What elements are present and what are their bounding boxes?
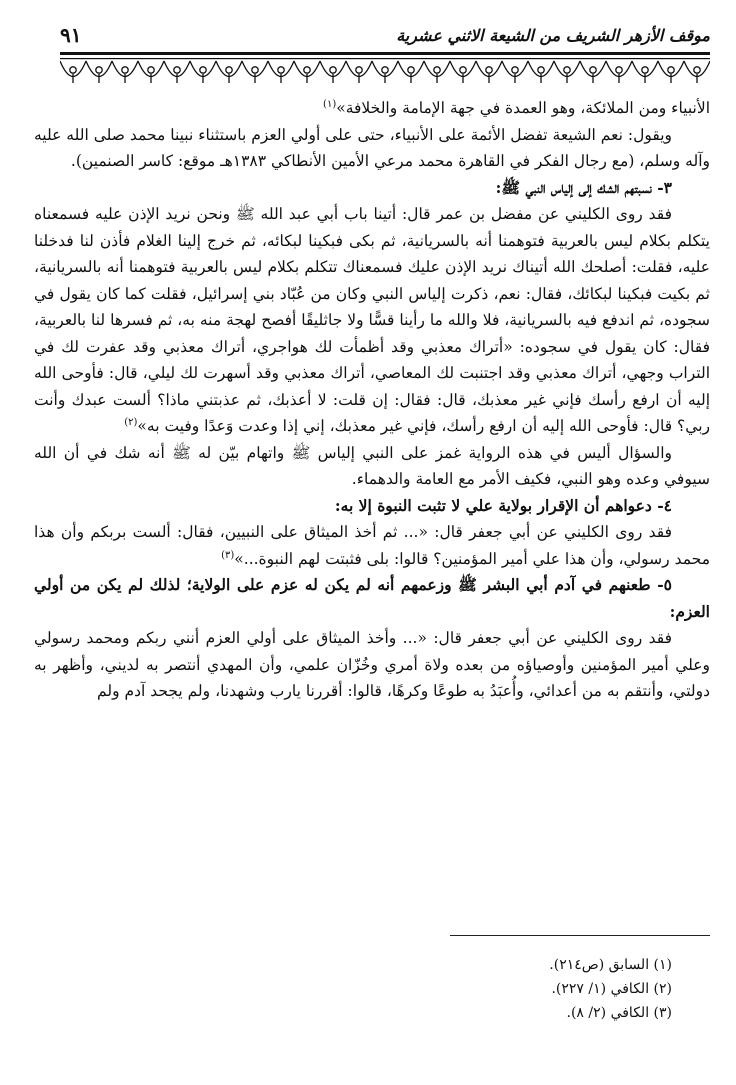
header-ornament xyxy=(60,50,710,95)
paragraph: فقد روى الكليني عن مفضل بن عمر قال: أتينا باب أبي عبد الله ﷺ ونحن نريد الإذن عليه فسمعناه يتكلم بكلام ليس بالعربية فتوهمنا أنه بالسريانية، ثم بكى فبكينا لبكائه، ثم خرج إلينا الغلام فأذن لنا فدخلنا عليه، فقلت: أصلحك الله أتيناك نريد الإذن عليك فسمعناك تتكلم بكلام ليس بالعربية فتوهمنا أنه بالسريانية، ثم بكيت فبكينا لبكائك، فقال: نعم، ذكرت إلياس النبي وكان من عُبّاد بني إسرائيل، فقلت كما كان يقول في سجوده، ثم اندفع فيه بالسريانية، فلا والله ما رأينا قسًّا ولا جاثليقًا أفصح لهجة منه به، ثم فسرها لنا بالعربية، فقال: كان يقول في سجوده: «أتراك معذبي وقد أظمأت لك هواجري، أتراك معذبي وقد عفرت لك في التراب وجهي، أتراك معذبي وقد اجتنبت لك المعاصي، أتراك معذبي وقد أسهرت لك ليلي، قال: فأوحى الله إليه أن ارفع رأسك فإني غير معذبك، قال: فقال: إن قلت: لا أعذبك، ثم عذبتني ماذا؟ ألست عبدك وأنت ربي؟ قال: فأوحى الله إليه أن ارفع رأسك، فإني غير معذبك، إني إذا وعدت وَعدًا وفيت به»$^{(٢)}$ xyxy=(34,205,710,435)
paragraph: والسؤال أليس في هذه الرواية غمز على النبي إلياس ﷺ واتهام بيّن له ﷺ أنه شك في أن الله سيوفي وعده وهو النبي، فكيف الأمر مع العامة والدهماء. xyxy=(34,443,710,488)
footnote: (٢) الكافي (١/ ٢٢٧). xyxy=(551,981,672,997)
paragraph: الأنبياء ومن الملائكة، وهو العمدة في جهة الإمامة والخلافة»$^{(١)}$ xyxy=(323,98,710,117)
section-heading: ٥- طعنهم في آدم أبي البشر ﷺ وزعمهم أنه لم يكن له عزم على الولاية؛ لذلك لم يكن من أولي العزم: xyxy=(34,575,710,621)
paragraph: فقد روى الكليني عن أبي جعفر قال: «... وأخذ الميثاق على أولي العزم أنني ربكم ومحمد رسولي وعلي أمير المؤمنين وأوصياؤه من بعده ولاة أمري وخُزّان علمي، وأن المهدي أنتصر به لديني، وأظهر به دولتي، وأنتقم به من أعدائي، وأُعبَدُ به طوعًا وكرهًا، قالوا: أقررنا يارب وشهدنا، ولم يجحد آدم ولم xyxy=(34,629,710,700)
section-heading: ٤- دعواهم أن الإقرار بولاية علي لا تثبت النبوة إلا به: xyxy=(334,495,672,515)
footnote: (١) السابق (ص٢١٤). xyxy=(549,957,672,973)
paragraph: فقد روى الكليني عن أبي جعفر قال: «... ثم أخذ الميثاق على النبيين، فقال: ألست بربكم وأن هذا محمد رسولي، وأن هذا علي أمير المؤمنين؟ قالوا: بلى فثبتت لهم النبوة...»$^{(٣)}$ xyxy=(34,523,710,568)
footnote: (٣) الكافي (٢/ ٨). xyxy=(566,1005,672,1021)
running-title: موقف الأزهر الشريف من الشيعة الاثني عشرية xyxy=(396,25,710,45)
page-header xyxy=(60,20,710,50)
body-text xyxy=(34,95,710,705)
page-number: ٩١ xyxy=(60,23,82,47)
paragraph: ويقول: نعم الشيعة تفضل الأئمة على الأنبياء، حتى على أولي العزم باستثناء نبينا محمد صلى الله عليه وآله وسلم، (مع رجال الفكر في القاهرة محمد مرعي الأمين الأنطاكي ١٣٨٣هـ موقع: كاسر الصنمين). xyxy=(34,125,710,170)
section-heading: ٣- نسبتهم الشك إلى إلياس النبي ﷺ: xyxy=(495,177,672,197)
footnote-separator xyxy=(450,935,710,936)
footnotes xyxy=(34,953,710,1025)
